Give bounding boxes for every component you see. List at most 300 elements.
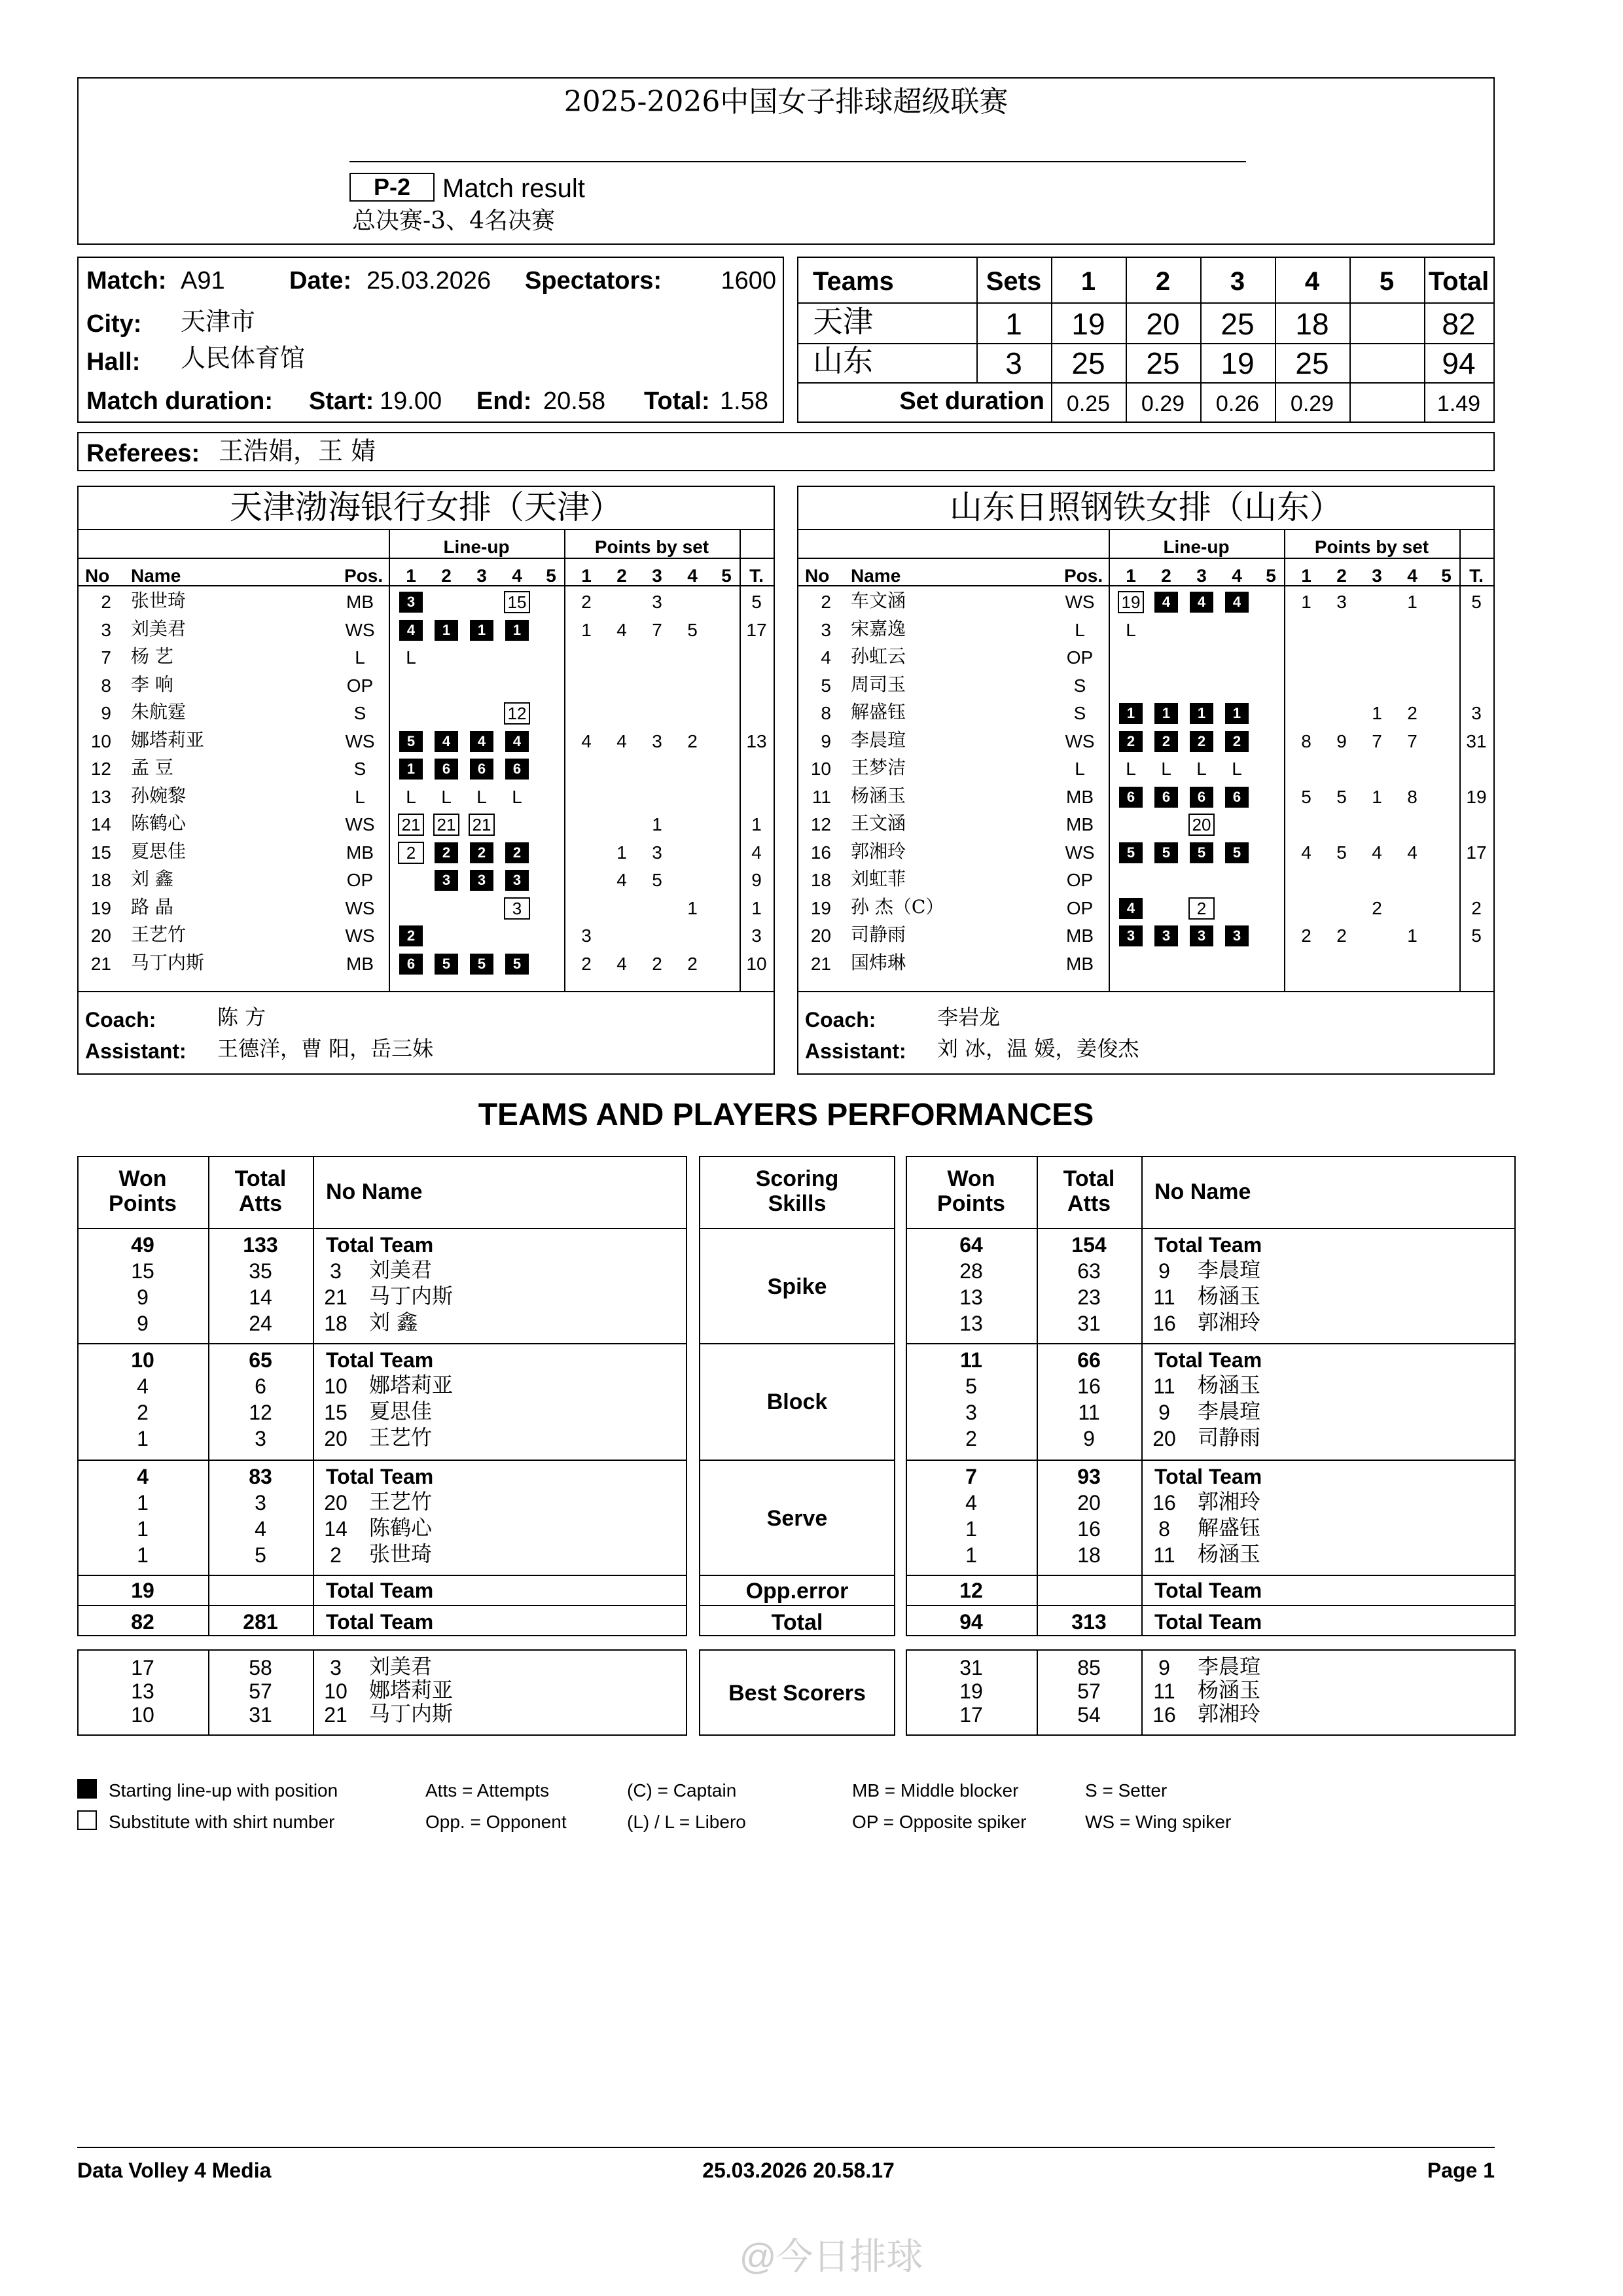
perf-row-name: 娜塔莉亚 [369,1372,454,1397]
perf-row-won: 1 [965,1517,977,1541]
points-set-header: 5 [721,565,732,586]
set-points: 1 [687,897,698,918]
set-points: 3 [1336,592,1347,612]
player-total-points: 3 [751,925,762,946]
perf-row-atts: 3 [255,1427,266,1450]
player-number: 20 [810,925,831,946]
perf-row-won: 4 [137,1374,149,1398]
date-label: Date: [289,267,352,295]
set-points: 2 [687,953,698,974]
roster-rule [79,558,774,559]
player-number: 20 [90,925,111,946]
lineup-set-header: 2 [441,565,452,586]
starting-position-marker: 3 [1190,925,1213,946]
set-points: 5 [687,619,698,640]
player-name: 刘虹菲 [851,868,906,889]
perf-row-name: 陈鹤心 [369,1515,433,1540]
filled-square-icon [77,1779,97,1799]
set-points: 7 [652,619,662,640]
best-scorer-no: 10 [324,1679,348,1703]
set-points: 8 [1301,730,1311,751]
player-position: WS [1065,730,1095,751]
starting-position-marker: 2 [399,925,423,946]
player-name: 国炜琳 [851,951,906,973]
player-number: 15 [90,842,111,863]
substitute-marker: 2 [1188,897,1215,920]
perf-rule [699,1343,895,1344]
perf-row-atts: 66 [1077,1348,1101,1372]
player-number: 3 [101,619,111,640]
player-name: 郭湘玲 [851,840,906,862]
match-duration-total: 1.49 [1436,391,1481,416]
player-number: 3 [821,619,831,640]
doc-code-box [349,173,435,202]
player-position: MB [346,953,374,974]
best-scorer-atts: 58 [249,1656,272,1679]
watermark: @今日排球 [739,2236,923,2277]
perf-rule [699,1460,895,1461]
points-set-header: 1 [581,565,592,586]
starting-position-marker: 1 [435,620,458,641]
perf-row-won: 28 [959,1259,983,1283]
perf-row-atts: 6 [255,1374,266,1398]
starting-position-marker: 5 [435,954,458,975]
legend-atts: Atts = Attempts [425,1780,550,1801]
match-number: A91 [181,267,225,295]
starting-position-marker: 4 [505,731,529,752]
best-scorer-name: 马丁内斯 [369,1701,454,1726]
perf-row-atts: 16 [1077,1517,1101,1541]
set-points: 4 [616,619,627,640]
phase-label: 总决赛-3、4名决赛 [352,207,555,234]
perf-rule [906,1575,1516,1576]
perf-row-atts: 4 [255,1517,266,1541]
perf-row-atts: 5 [255,1543,266,1567]
starting-position-marker: 5 [1154,842,1178,863]
roster-rule [798,529,1493,530]
starting-position-marker: 3 [1225,925,1249,946]
starting-position-marker: 6 [435,759,458,780]
perf-row-name: 张世琦 [369,1541,433,1566]
set-points: 2 [652,953,662,974]
city-label: City: [86,310,142,338]
team-b-set2: 25 [1146,346,1180,380]
assistant-label: Assistant: [85,1039,187,1063]
team-a-set1: 19 [1071,307,1105,341]
perf-rule [906,1343,1516,1344]
perf-row-name: 夏思佳 [369,1399,433,1424]
starting-position-marker: 2 [1154,731,1178,752]
total-header-b: Total [1063,1166,1115,1191]
perf-row-atts: 63 [1077,1259,1101,1283]
doc-code: P-2 [373,173,411,200]
starting-position-marker: 5 [1119,842,1143,863]
player-number: 13 [90,786,111,807]
legend [77,1774,1386,1846]
footer-rule [77,2147,1495,2148]
perf-rule [77,1228,687,1229]
best-scorer-atts: 31 [249,1703,272,1727]
set-points: 2 [687,730,698,751]
start-label: Start: [309,387,374,415]
best-scorers-label: Best Scorers [728,1681,866,1706]
empty-square-icon [77,1810,97,1830]
perf-rule [77,1343,687,1344]
perf-row-no: 8 [1158,1517,1170,1541]
opp-error-won-a: 19 [131,1579,154,1602]
skill-label: Spike [767,1274,827,1299]
perf-row-won: 13 [959,1285,983,1309]
perf-row-won: 11 [960,1348,982,1372]
set-points: 1 [616,842,627,863]
player-number: 19 [810,897,831,918]
legend-captain: (C) = Captain [627,1780,737,1801]
lineup-header: Line-up [443,537,510,557]
teams-header: Teams [813,267,894,296]
set-points: 3 [581,925,592,946]
perf-row-atts: 24 [249,1312,272,1335]
starting-position-marker: 6 [1154,787,1178,808]
perf-row-no: 11 [1153,1543,1175,1567]
player-total-points: 2 [1471,897,1482,918]
total-label-a: Total Team [326,1610,434,1634]
player-number: 10 [90,730,111,751]
team-b-short: 山东 [813,343,873,378]
city-value: 天津市 [181,307,256,336]
team-a-set3: 25 [1221,307,1255,341]
best-scorer-no: 9 [1158,1656,1170,1679]
starting-position-marker: 6 [1119,787,1143,808]
player-total-points: 5 [751,592,762,612]
perf-row-name: Total Team [1154,1465,1262,1488]
perf-row-won: 9 [137,1312,149,1335]
coach-name: 陈 方 [217,1005,266,1030]
best-scorer-name: 李晨瑄 [1198,1654,1261,1679]
best-scorer-atts: 54 [1077,1703,1101,1727]
player-name: 娜塔莉亚 [131,728,205,751]
player-total-points: 10 [746,953,767,974]
player-name: 陈鹤心 [131,812,187,834]
best-scorer-name: 郭湘玲 [1198,1701,1261,1726]
roster-rule [79,585,774,586]
starting-position-marker: 5 [1190,842,1213,863]
perf-row-atts: 83 [249,1465,272,1488]
starting-position-marker: 3 [470,870,493,891]
set-points: 2 [581,592,592,612]
perf-row-atts: 93 [1077,1465,1101,1488]
perf-row-no: 16 [1152,1491,1176,1515]
starting-position-marker: 4 [1119,898,1143,919]
perf-row-no: 9 [1158,1401,1170,1424]
player-name: 李 响 [131,673,173,695]
starting-position-marker: 3 [399,592,423,613]
won-header-a: Won [118,1166,167,1191]
player-number: 11 [812,786,831,807]
perf-row-name: 郭湘玲 [1198,1489,1261,1514]
assistant-label: Assistant: [805,1039,906,1063]
best-scorer-no: 21 [324,1703,348,1727]
perf-row-name: 王艺竹 [369,1425,433,1450]
perf-row-name: 马丁内斯 [369,1283,454,1308]
perf-row-won: 1 [137,1517,149,1541]
referees-box [77,432,1495,471]
player-position: MB [1066,814,1094,834]
perf-row-no: 3 [330,1259,342,1283]
player-name: 刘 鑫 [131,868,173,889]
team-b-set1: 25 [1071,346,1105,380]
perf-rule [77,1460,687,1461]
set-header-5: 5 [1379,267,1395,296]
substitute-marker: 15 [504,591,530,613]
best-scorer-atts: 57 [249,1679,272,1703]
player-total-points: 17 [746,619,767,640]
set-points: 8 [1407,786,1418,807]
spectators-value: 1600 [721,267,776,295]
perf-row-won: 1 [965,1543,977,1567]
score-rule [798,302,1493,304]
set-points: 5 [1301,786,1311,807]
perf-row-name: 郭湘玲 [1198,1310,1261,1335]
perf-row-no: 21 [324,1285,348,1309]
points-set-header: 2 [616,565,627,586]
starting-position-marker: 4 [435,731,458,752]
player-position: S [353,703,366,723]
header-box [77,77,1495,245]
player-name: 宋嘉逸 [851,617,906,639]
total-won-a: 82 [131,1610,154,1634]
match-date: 25.03.2026 [366,267,491,295]
perf-row-no: 16 [1152,1312,1176,1335]
perf-row-atts: 11 [1078,1401,1100,1424]
player-total-points: 5 [1471,592,1482,612]
set-points: 1 [581,619,592,640]
substitute-marker: 2 [398,842,424,864]
player-number: 2 [821,592,831,612]
starting-position-marker: 1 [1154,703,1178,724]
set-header-1: 1 [1080,267,1096,296]
set-points: 4 [616,730,627,751]
skill-label: Serve [766,1506,828,1531]
opp-error-skill: Opp.error [745,1579,849,1604]
end-label: End: [476,387,532,415]
starting-position-marker: 5 [399,731,423,752]
starting-position-marker: 5 [505,954,529,975]
perf-row-won: 4 [137,1465,149,1488]
perf-row-no: 2 [330,1543,342,1567]
player-name: 马丁内斯 [131,951,205,973]
set-points: 1 [1372,703,1382,723]
starting-position-marker: 1 [1119,703,1143,724]
perf-row-atts: 31 [1077,1312,1101,1335]
lineup-set-header: 5 [1266,565,1276,586]
legend-op: OP = Opposite spiker [852,1812,1027,1832]
total-label-b: Total Team [1154,1610,1262,1634]
libero-marker: L [1126,759,1136,779]
libero-marker: L [406,786,416,807]
perf-rule [906,1460,1516,1461]
best-scorer-won: 31 [959,1656,983,1679]
assistant-names: 刘 冰，温 媛，姜俊杰 [937,1036,1139,1061]
team-b-total: 94 [1442,346,1476,380]
set1-duration: 0.25 [1066,391,1111,416]
best-scorer-won: 13 [131,1679,154,1703]
perf-row-won: 10 [131,1348,154,1372]
won-header-b: Won [947,1166,995,1191]
set-header-2: 2 [1155,267,1171,296]
player-name: 杨 艺 [131,645,173,667]
set-points: 3 [652,592,662,612]
player-position: MB [1066,786,1094,807]
set-points: 2 [1407,703,1418,723]
starting-position-marker: 3 [435,870,458,891]
player-number: 14 [90,814,111,834]
opp-error-label-a: Total Team [326,1579,434,1602]
starting-position-marker: 1 [1190,703,1213,724]
roster-rule [79,529,774,530]
points-by-set-header: Points by set [594,537,709,557]
perf-row-atts: 3 [255,1491,266,1515]
perf-row-name: 李晨瑄 [1198,1399,1261,1424]
player-position: S [353,759,366,779]
team-b-roster [797,486,1495,1075]
end-value: 20.58 [543,387,606,415]
perf-row-atts: 133 [243,1233,278,1257]
set-points: 4 [616,870,627,890]
set-points: 5 [1336,786,1347,807]
perf-row-atts: 14 [249,1285,272,1309]
player-total-points: 9 [751,870,762,890]
roster-rule [79,991,774,992]
total-atts-b: 313 [1071,1610,1107,1634]
perf-row-atts: 23 [1077,1285,1101,1309]
player-number: 4 [821,647,831,668]
total-duration-label: Total: [644,387,710,415]
perf-row-name: 司静雨 [1198,1425,1261,1450]
coach-name: 李岩龙 [937,1005,1001,1030]
footer-left: Data Volley 4 Media [77,2159,272,2182]
roster-rule [1109,529,1110,991]
perf-row-no: 11 [1153,1374,1175,1398]
perf-row-name: 杨涵玉 [1198,1541,1261,1566]
substitute-marker: 19 [1118,591,1144,613]
player-position: MB [1066,925,1094,946]
player-total-points: 17 [1466,842,1487,863]
player-position: OP [346,675,374,696]
points-by-set-header: Points by set [1314,537,1429,557]
perf-row-atts: 18 [1077,1543,1101,1567]
perf-row-atts: 9 [1083,1427,1095,1450]
points-header-b: Points [937,1191,1005,1216]
perf-row-won: 1 [137,1427,149,1450]
perf-row-won: 5 [965,1374,977,1398]
roster-rule [564,529,565,991]
lineup-set-header: 4 [1232,565,1242,586]
perf-row-name: Total Team [326,1348,434,1372]
total-header-a: Total [234,1166,287,1191]
title-rule [349,161,1246,162]
player-total-points: 31 [1466,730,1487,751]
player-name: 孟 豆 [131,757,173,778]
starting-position-marker: 3 [1119,925,1143,946]
perf-row-no: 20 [324,1491,348,1515]
player-position: L [1075,759,1085,779]
perf-row-name: Total Team [326,1465,434,1488]
best-scorer-name: 杨涵玉 [1198,1677,1261,1702]
perf-row-no: 20 [1152,1427,1176,1450]
set-points: 2 [1372,897,1382,918]
substitute-marker: 20 [1188,814,1215,836]
perf-row-atts: 12 [249,1401,272,1424]
player-name: 孙 杰（C） [851,895,944,918]
perf-row-name: 李晨瑄 [1198,1257,1261,1282]
perf-row-name: 刘 鑫 [369,1310,418,1335]
player-name: 司静雨 [851,924,906,945]
perf-row-won: 4 [965,1491,977,1515]
player-number: 10 [810,759,831,779]
starting-position-marker: 2 [1190,731,1213,752]
player-name: 杨涵玉 [851,784,906,806]
legend-s: S = Setter [1085,1780,1168,1801]
player-position: OP [346,870,374,890]
best-scorer-no: 11 [1153,1679,1175,1703]
set-points: 1 [1301,592,1311,612]
perf-row-name: 杨涵玉 [1198,1372,1261,1397]
page-title: 2025-2026中国女子排球超级联赛 [563,85,1008,118]
performances-title: TEAMS AND PLAYERS PERFORMANCES [478,1098,1094,1132]
best-scorer-no: 3 [330,1656,342,1679]
player-number: 19 [90,897,111,918]
player-position: MB [1066,953,1094,974]
perf-row-no: 20 [324,1427,348,1450]
libero-marker: L [1126,619,1136,640]
team-full-name: 天津渤海银行女排（天津） [230,488,622,526]
legend-starting: Starting line-up with position [109,1780,338,1801]
player-position: WS [345,619,375,640]
best-scorer-won: 10 [131,1703,154,1727]
best-scorer-won: 19 [959,1679,983,1703]
starting-position-marker: 2 [1225,731,1249,752]
atts-header-b: Atts [1067,1191,1111,1216]
player-name: 路 晶 [131,895,173,918]
player-number: 12 [810,814,831,834]
player-position: L [355,786,365,807]
perf-rule [77,1605,687,1606]
libero-marker: L [1232,759,1242,779]
player-total-points: 4 [751,842,762,863]
libero-marker: L [441,786,452,807]
perf-row-name: Total Team [326,1233,434,1257]
best-scorer-name: 娜塔莉亚 [369,1677,454,1702]
starting-position-marker: 6 [399,954,423,975]
perf-row-won: 7 [965,1465,977,1488]
set-points: 2 [581,953,592,974]
perf-row-name: 刘美君 [369,1257,433,1282]
libero-marker: L [476,786,487,807]
roster-rule [1284,529,1285,991]
player-total-points: 3 [1471,703,1482,723]
starting-position-marker: 5 [1225,842,1249,863]
player-total-points: 1 [751,897,762,918]
player-position: OP [1066,870,1094,890]
perf-row-won: 3 [965,1401,977,1424]
team-a-total: 82 [1442,307,1476,341]
no-name-header-b: No Name [1154,1179,1251,1204]
starting-position-marker: 4 [1225,592,1249,613]
libero-marker: L [406,647,416,668]
score-table [797,257,1495,423]
perf-row-no: 14 [324,1517,348,1541]
player-position: WS [345,814,375,834]
